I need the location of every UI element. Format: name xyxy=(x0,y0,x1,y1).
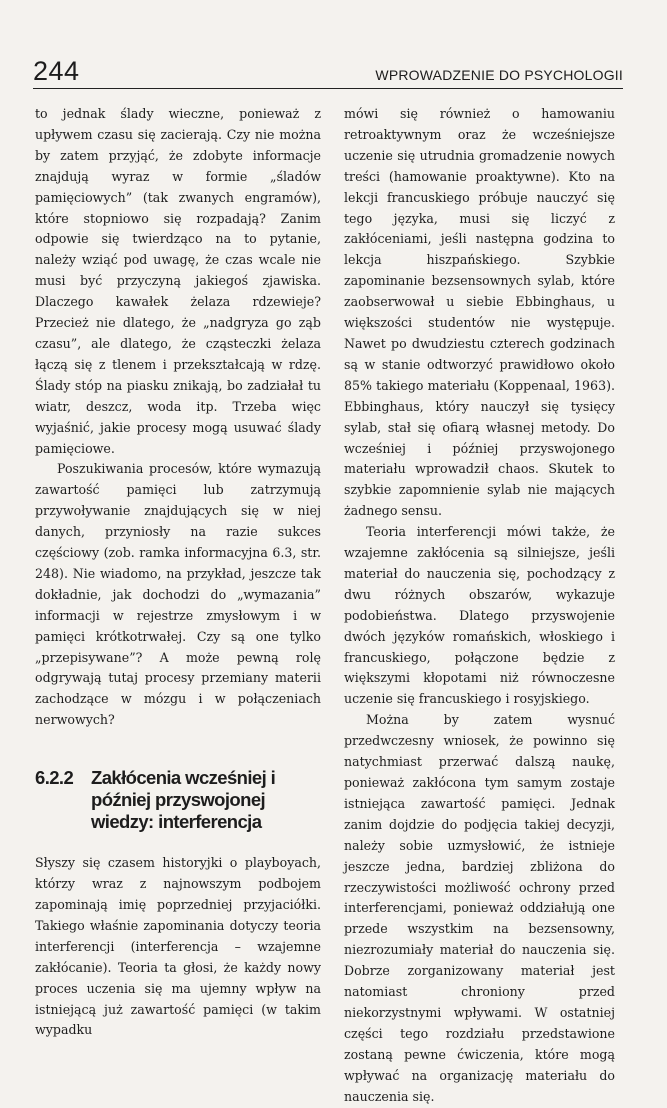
paragraph: Słyszy się czasem historyjki o playboyach, którzy wraz z najnowszym podbojem zapominają imię poprzedniej przyjaciółki. Takiego właśnie zapominania dotyczy teoria interferencji (interferencja – wzajemne zakłócanie). Teoria ta głosi, że każdy nowy proces uczenia się ma ujemny wpływ na istniejącą już zawartość pamięci (w takim wypadku xyxy=(35,855,321,1038)
paragraph: Teoria interferencji mówi także, że wzajemne zakłócenia są silniejsze, jeśli materiał do nauczenia się, pochodzący z dwu różnych obszarów, wykazuje podobieństwa. Dlatego przyswojenie dwóch języków romańskich, włoskiego i francuskiego, połączone będzie z większymi kłopotami niż równoczesne uczenie się francuskiego i rosyjskiego. xyxy=(344,524,615,707)
section-heading xyxy=(35,767,321,833)
paragraph: Poszukiwania procesów, które wymazują zawartość pamięci lub zatrzymują przywoływanie znajdujących się w niej danych, przyniosły na razie sukces częściowy (zob. ramka informacyjna 6.3, str. 248). Nie wiadomo, na przykład, jeszcze tak dokładnie, jak dochodzi do „wymazania” informacji w rejestrze zmysłowym i w pamięci krótkotrwałej. Czy są one tylko „przepisywane”? A może pewną rolę odgrywają tutaj procesy przemiany materii zachodzące w mózgu i w połączeniach nerwowych? xyxy=(35,461,321,728)
section-title: Zakłócenia wcześniej i później przyswojonej wiedzy: interferencja xyxy=(91,767,276,833)
header-rule xyxy=(33,88,623,89)
paragraph: Można by zatem wysnuć przedwczesny wniosek, że powinno się natychmiast przerwać dalszą naukę, ponieważ zakłócona tym samym zostaje istniejąca zawartość pamięci. Jednak zanim dojdzie do podjęcia takiej decyzji, należy sobie uzmysłowić, że istnieje jeszcze jedna, bardziej zbliżona do rzeczywistości możliwość ochrony przed interferencjami, ponieważ oddziałują one przede wszystkim na bezsensowny, niezrozumiały materiał do nauczenia się. Dobrze zorganizowany materiał jest natomiast chroniony przed niekorzystnymi wpływami. W ostatniej części tego rozdziału przedstawione zostaną pewne ćwiczenia, które mogą wpływać na organizację materiału do nauczenia się. xyxy=(344,712,615,1104)
running-head: WPROWADZENIE DO PSYCHOLOGII xyxy=(375,67,623,83)
left-column xyxy=(35,104,321,1041)
right-column xyxy=(344,104,615,1108)
section-number: 6.2.2 xyxy=(35,767,74,789)
page-number: 244 xyxy=(33,56,80,86)
paragraph: to jednak ślady wieczne, ponieważ z upływem czasu się zacierają. Czy nie można by zatem przyjąć, że zdobyte informacje znajdują wyraz w formie „śladów pamięciowych” (tak zwanych engramów), które stopniowo się rozpadają? Zanim odpowie się twierdząco na to pytanie, należy wziąć pod uwagę, że czas wcale nie musi być przyczyną jakiegoś zjawiska. Dlaczego kawałek żelaza rdzewieje? Przecież nie dlatego, że „nadgryza go ząb czasu”, ale dlatego, że cząsteczki żelaza łączą się z tlenem i przekształcają w rdzę. Ślady stóp na piasku znikają, bo zadziałał tu wiatr, deszcz, woda itp. Trzeba więc wyjaśnić, jakie procesy mogą usuwać ślady pamięciowe. xyxy=(35,106,321,456)
paragraph: mówi się również o hamowaniu retroaktywnym oraz że wcześniejsze uczenie się utrudnia gromadzenie nowych treści (hamowanie proaktywne). Kto na lekcji francuskiego próbuje nauczyć się tego języka, musi się liczyć z zakłóceniami, jeśli następna godzina to lekcja hiszpańskiego. Szybkie zapominanie bezsensownych sylab, które zaobserwował u siebie Ebbinghaus, u większości studentów nie występuje. Nawet po dwudziestu czterech godzinach są w stanie odtworzyć prawidłowo około 85% takiego materiału (Koppenaal, 1963). Ebbinghaus, który nauczył się tysięcy sylab, stał się ofiarą własnej metody. Do wcześniej i później przyswojonego materiału wprowadził chaos. Skutek to szybkie zapomnienie sylab nie mających żadnego sensu. xyxy=(344,106,615,519)
